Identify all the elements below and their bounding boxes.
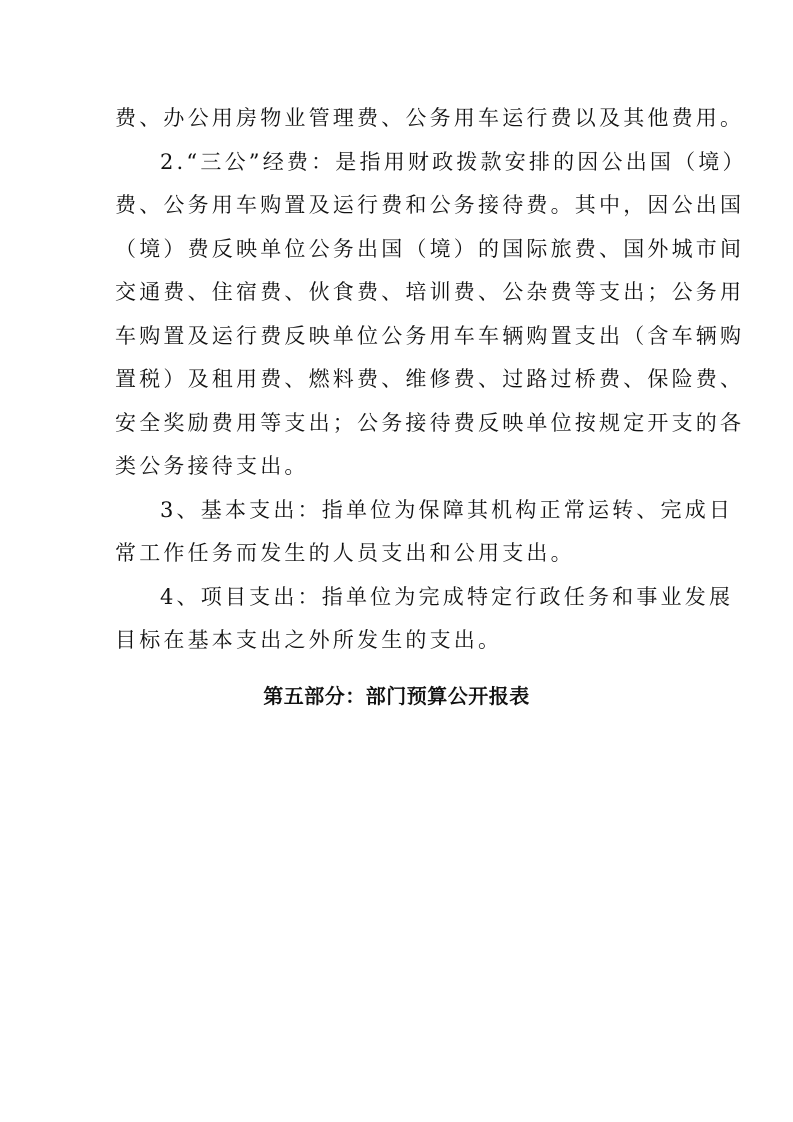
body-line-11: 常工作任务而发生的人员支出和公用支出。 (115, 541, 575, 565)
body-line-4: （境）费反映单位公务出国（境）的国际旅费、国外城市间 (115, 237, 745, 261)
section-heading: 第五部分：部门预算公开报表 (263, 684, 530, 708)
body-line-9: 类公务接待支出。 (115, 454, 309, 478)
body-line-3: 费、公务用车购置及运行费和公务接待费。其中，因公出国 (115, 193, 745, 217)
body-line-1: 费、办公用房物业管理费、公务用车运行费以及其他费用。 (115, 106, 745, 130)
body-line-7: 置税）及租用费、燃料费、维修费、过路过桥费、保险费、 (115, 367, 745, 391)
body-line-8: 安全奖励费用等支出；公务接待费反映单位按规定开支的各 (115, 411, 745, 435)
body-line-2: 2.“三公”经费：是指用财政拨款安排的因公出国（境） (160, 150, 747, 174)
body-line-10: 3、基本支出：指单位为保障其机构正常运转、完成日 (160, 498, 734, 522)
body-line-5: 交通费、住宿费、伙食费、培训费、公杂费等支出；公务用 (115, 280, 745, 304)
body-line-12: 4、项目支出：指单位为完成特定行政任务和事业发展 (160, 585, 734, 609)
body-line-13: 目标在基本支出之外所发生的支出。 (115, 628, 503, 652)
body-line-6: 车购置及运行费反映单位公务用车车辆购置支出（含车辆购 (115, 324, 745, 348)
